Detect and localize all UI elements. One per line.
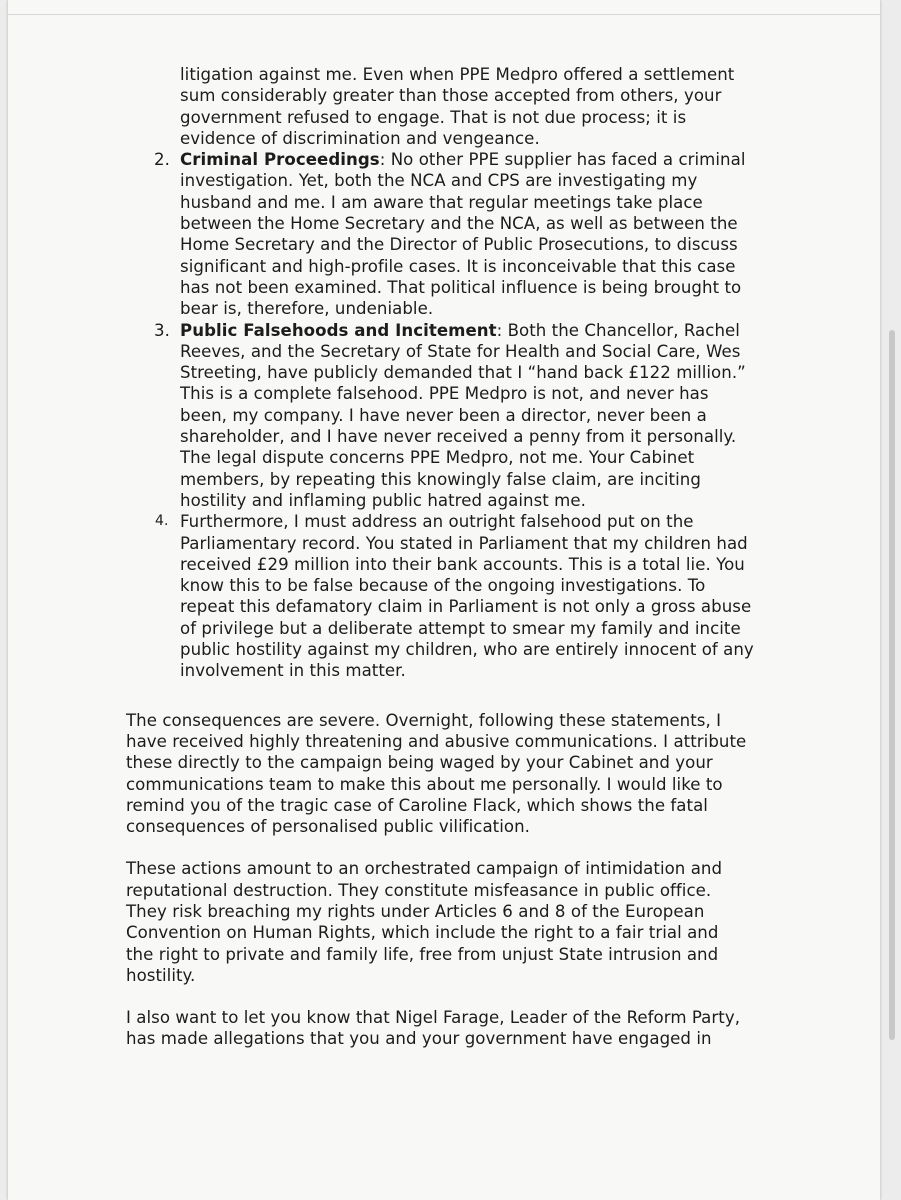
text-line: The consequences are severe. Overnight, following these statements, I xyxy=(126,710,722,730)
text-line xyxy=(180,149,806,170)
item-first-line: : No other PPE supplier has faced a criminal xyxy=(379,150,746,170)
item-1-continuation xyxy=(126,64,806,149)
page-top-edge xyxy=(8,14,880,15)
text-line: bear is, therefore, undeniable. xyxy=(180,299,434,319)
item-first-line: : Both the Chancellor, Rachel xyxy=(496,320,740,340)
text-line: shareholder, and I have never received a penny from it personally. xyxy=(180,427,737,447)
text-line: has made allegations that you and your government have engaged in xyxy=(126,1029,712,1049)
text-line: Reeves, and the Secretary of State for Health and Social Care, Wes xyxy=(180,341,741,361)
text-line: been, my company. I have never been a director, never been a xyxy=(180,405,707,425)
text-line: I also want to let you know that Nigel Farage, Leader of the Reform Party, xyxy=(126,1008,741,1028)
paragraph-campaign xyxy=(126,858,806,986)
text-line: significant and high-profile cases. It is inconceivable that this case xyxy=(180,256,736,276)
text-line: involvement in this matter. xyxy=(180,661,406,681)
text-line: The legal dispute concerns PPE Medpro, not me. Your Cabinet xyxy=(180,448,695,468)
text-line: This is a complete falsehood. PPE Medpro is not, and never has xyxy=(180,384,709,404)
text-line: Home Secretary and the Director of Public Prosecutions, to discuss xyxy=(180,235,738,255)
text-line: has not been examined. That political influence is being brought to xyxy=(180,277,742,297)
text-line: government refused to engage. That is not due process; it is xyxy=(180,107,687,127)
text-line: They risk breaching my rights under Articles 6 and 8 of the European xyxy=(126,901,705,921)
text-line: hostility. xyxy=(126,965,196,985)
text-line: have received highly threatening and abusive communications. I attribute xyxy=(126,731,747,751)
paragraph-consequences xyxy=(126,710,806,838)
document-body xyxy=(126,64,806,1050)
list-item-public-falsehoods xyxy=(126,320,806,512)
list-number: 4. xyxy=(155,513,169,530)
text-line: repeat this defamatory claim in Parliament is not only a gross abuse xyxy=(180,597,752,617)
spacer xyxy=(126,837,806,858)
text-line: Convention on Human Rights, which include the right to a fair trial and xyxy=(126,923,719,943)
text-line: reputational destruction. They constitute misfeasance in public office. xyxy=(126,880,712,900)
list-item-criminal-proceedings xyxy=(126,149,806,319)
text-line: investigation. Yet, both the NCA and CPS are investigating my xyxy=(180,171,698,191)
text-line: Streeting, have publicly demanded that I “hand back £122 million.” xyxy=(180,363,746,383)
text-line: communications team to make this about me personally. I would like to xyxy=(126,774,723,794)
text-line: These actions amount to an orchestrated campaign of intimidation and xyxy=(126,859,723,879)
list-item-furthermore xyxy=(126,511,806,681)
list-number: 2. xyxy=(154,150,170,170)
text-line: husband and me. I am aware that regular meetings take place xyxy=(180,192,703,212)
item-heading: Criminal Proceedings xyxy=(180,150,380,170)
text-line xyxy=(180,320,806,341)
item-first-line: Furthermore, I must address an outright falsehood put on the xyxy=(180,512,694,532)
document-page xyxy=(8,0,880,1200)
spacer xyxy=(126,682,806,710)
text-line: received £29 million into their bank accounts. This is a total lie. You xyxy=(180,554,745,574)
item-heading: Public Falsehoods and Incitement xyxy=(180,320,497,340)
spacer xyxy=(126,986,806,1007)
paragraph-farage xyxy=(126,1007,806,1050)
text-line: litigation against me. Even when PPE Medpro offered a settlement xyxy=(180,65,735,84)
text-line: Parliamentary record. You stated in Parliament that my children had xyxy=(180,533,748,553)
text-line: of privilege but a deliberate attempt to smear my family and incite xyxy=(180,618,741,638)
text-line: between the Home Secretary and the NCA, as well as between the xyxy=(180,214,738,234)
text-line: members, by repeating this knowingly false claim, are inciting xyxy=(180,469,701,489)
text-line: evidence of discrimination and vengeance. xyxy=(180,128,540,148)
scrollbar-thumb[interactable] xyxy=(889,330,895,1040)
text-line: the right to private and family life, free from unjust State intrusion and xyxy=(126,944,719,964)
text-line: remind you of the tragic case of Caroline Flack, which shows the fatal xyxy=(126,795,708,815)
list-number: 3. xyxy=(154,320,170,340)
text-line: public hostility against my children, who are entirely innocent of any xyxy=(180,640,754,660)
text-line: hostility and inflaming public hatred against me. xyxy=(180,490,586,510)
text-line: sum considerably greater than those accepted from others, your xyxy=(180,86,722,106)
text-line: these directly to the campaign being waged by your Cabinet and your xyxy=(126,753,713,773)
text-line: consequences of personalised public vilification. xyxy=(126,817,530,837)
text-line: know this to be false because of the ongoing investigations. To xyxy=(180,576,706,596)
